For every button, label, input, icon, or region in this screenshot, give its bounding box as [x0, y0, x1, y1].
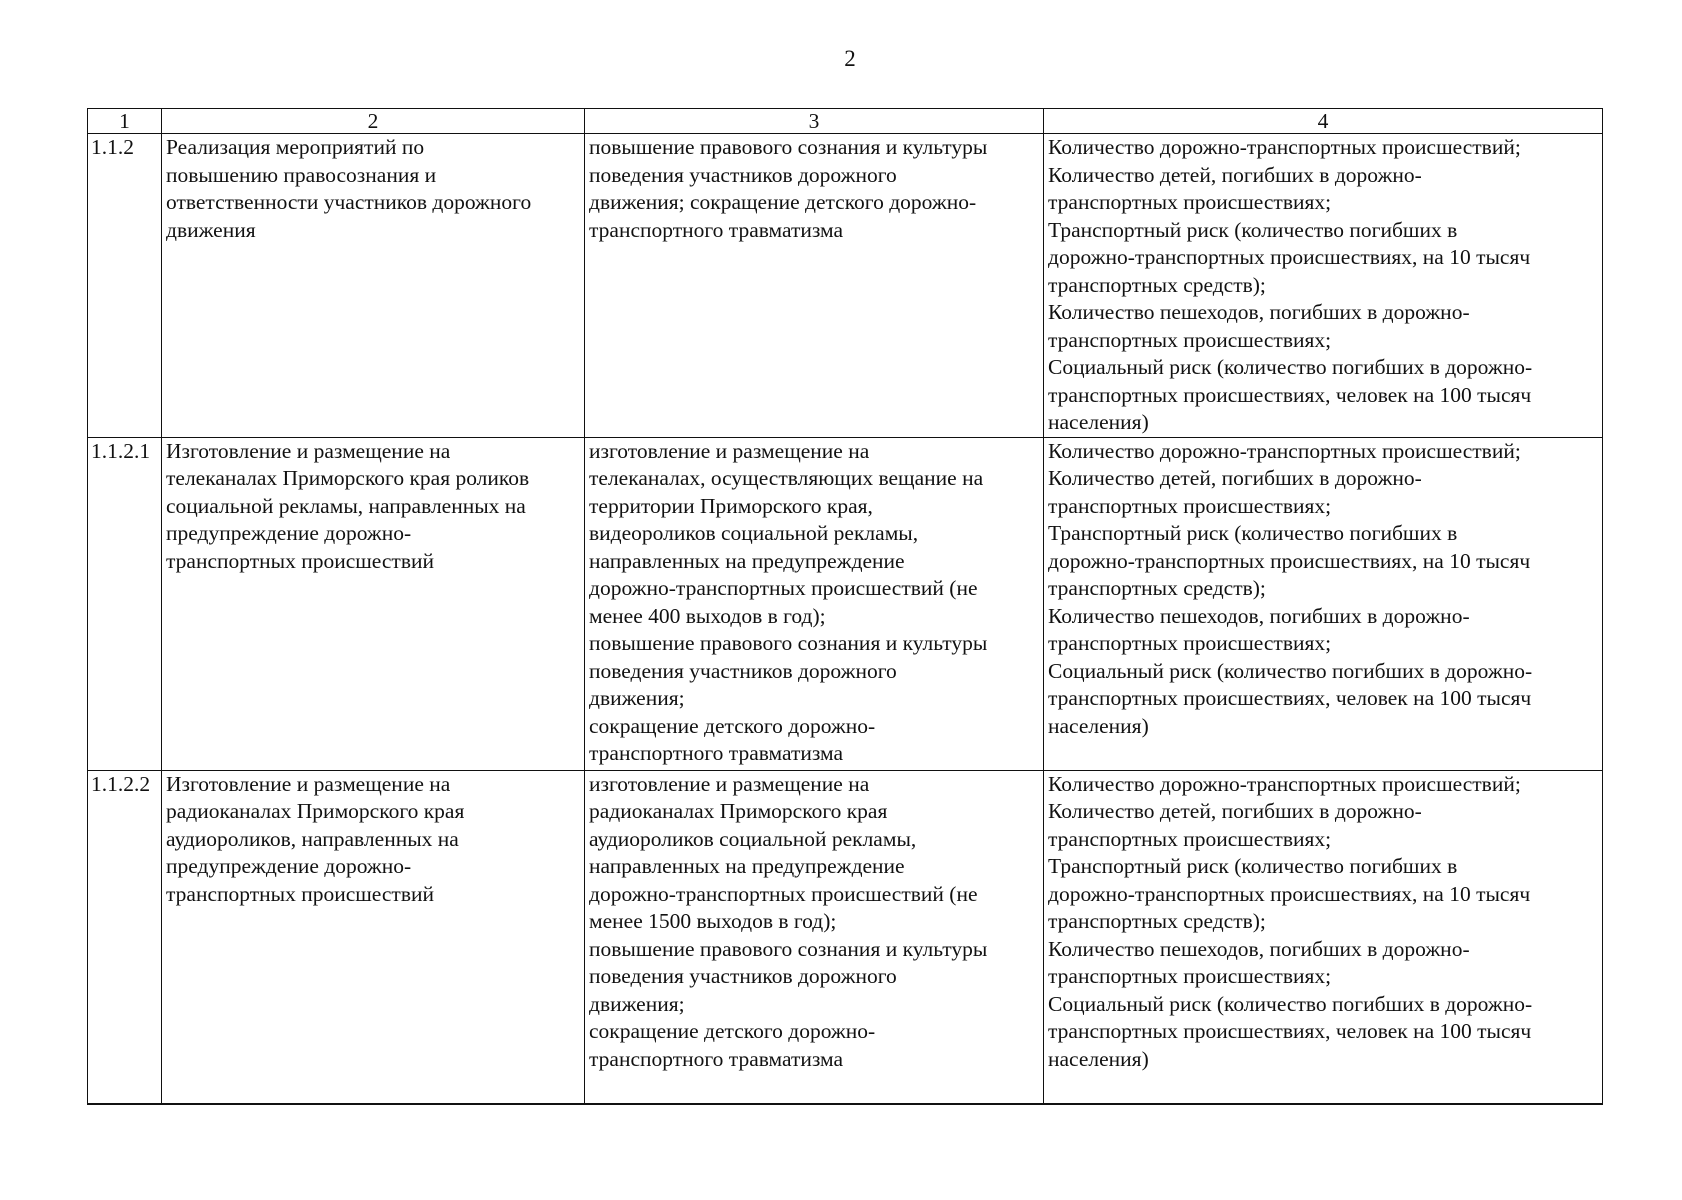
cell-line: движения; — [589, 686, 685, 710]
cell-line: Социальный риск (количество погибших в дорожно- — [1048, 991, 1533, 1016]
cell-line: повышение правового сознания и культуры — [589, 936, 988, 961]
cell-line: направленных на предупреждение — [589, 548, 905, 573]
cell-line: поведения участников дорожного — [589, 964, 897, 988]
cell-line: социальной рекламы, направленных на — [166, 493, 526, 518]
cell-line: транспортных средств); — [1048, 576, 1266, 600]
cell-line: дорожно-транспортных происшествий (не — [589, 881, 978, 906]
cell-line: изготовление и размещение на — [589, 438, 870, 463]
cell-line: повышение правового сознания и культуры — [589, 631, 988, 655]
cell-line: транспортных происшествиях; — [1048, 826, 1332, 851]
row-number: 1.1.2.2 — [88, 770, 162, 1104]
cell-line: дорожно-транспортных происшествиях, на 10 тысяч — [1048, 245, 1531, 269]
column-header-4: 4 — [1044, 109, 1603, 134]
cell-line: транспортных происшествий — [166, 548, 434, 573]
indicators-cell — [1044, 134, 1603, 438]
cell-line: транспортных происшествиях; — [1048, 190, 1332, 214]
measures-table — [87, 108, 1603, 1105]
cell-line: населения) — [1048, 1046, 1149, 1071]
cell-line: Транспортный риск (количество погибших в — [1048, 217, 1458, 242]
cell-line: изготовление и размещение на — [589, 771, 870, 796]
cell-line: транспортных происшествиях, человек на 100 тысяч — [1048, 1019, 1532, 1043]
cell-line: повышение правового сознания и культуры — [589, 135, 988, 159]
cell-line: Количество пешеходов, погибших в дорожно- — [1048, 936, 1470, 961]
cell-line: радиоканалах Приморского края — [589, 799, 888, 823]
cell-line: Социальный риск (количество погибших в дорожно- — [1048, 658, 1533, 683]
expected-result-cell — [585, 437, 1044, 770]
column-header-3: 3 — [585, 109, 1044, 134]
cell-line: предупреждение дорожно- — [166, 854, 412, 878]
cell-line: Транспортный риск (количество погибших в — [1048, 854, 1458, 878]
cell-line: Транспортный риск (количество погибших в — [1048, 521, 1458, 545]
cell-line: поведения участников дорожного — [589, 162, 897, 187]
cell-line: Социальный риск (количество погибших в дорожно- — [1048, 355, 1533, 379]
row-number: 1.1.2 — [88, 134, 162, 438]
cell-line: движения; — [589, 991, 685, 1016]
cell-line: движения — [166, 217, 256, 242]
cell-line: ответственности участников дорожного — [166, 190, 532, 214]
cell-line: предупреждение дорожно- — [166, 521, 412, 545]
cell-line: транспортного травматизма — [589, 217, 844, 242]
cell-line: аудиороликов социальной рекламы, — [589, 826, 917, 851]
measure-name-cell — [162, 437, 585, 770]
cell-line: транспортных средств); — [1048, 272, 1266, 297]
cell-line: транспортных происшествиях; — [1048, 493, 1332, 518]
cell-line: транспортных происшествиях; — [1048, 631, 1332, 655]
cell-line: дорожно-транспортных происшествиях, на 10 тысяч — [1048, 548, 1531, 573]
cell-line: Изготовление и размещение на — [166, 771, 451, 796]
cell-line: поведения участников дорожного — [589, 658, 897, 683]
cell-line: населения) — [1048, 410, 1149, 434]
indicators-cell — [1044, 770, 1603, 1104]
cell-line: транспортного травматизма — [589, 741, 844, 765]
cell-line: Количество детей, погибших в дорожно- — [1048, 799, 1422, 823]
cell-line: повышению правосознания и — [166, 162, 437, 187]
cell-line: менее 400 выходов в год); — [589, 603, 826, 628]
cell-line: дорожно-транспортных происшествий (не — [589, 576, 978, 600]
cell-line: дорожно-транспортных происшествиях, на 10 тысяч — [1048, 881, 1531, 906]
cell-line: Количество пешеходов, погибших в дорожно- — [1048, 603, 1470, 628]
cell-line: Количество детей, погибших в дорожно- — [1048, 466, 1422, 490]
cell-line: территории Приморского края, — [589, 493, 873, 518]
cell-line: телеканалах Приморского края роликов — [166, 466, 530, 490]
cell-line: транспортных происшествиях, человек на 100 тысяч — [1048, 382, 1532, 407]
cell-line: направленных на предупреждение — [589, 854, 905, 878]
cell-line: Количество пешеходов, погибших в дорожно- — [1048, 300, 1470, 324]
cell-line: населения) — [1048, 713, 1149, 738]
table-row — [88, 437, 1603, 770]
expected-result-cell — [585, 134, 1044, 438]
row-number: 1.1.2.1 — [88, 437, 162, 770]
indicators-cell — [1044, 437, 1603, 770]
column-header-2: 2 — [162, 109, 585, 134]
cell-line: аудиороликов, направленных на — [166, 826, 459, 851]
cell-line: Количество дорожно-транспортных происшествий; — [1048, 135, 1521, 159]
cell-line: движения; сокращение детского дорожно- — [589, 190, 977, 214]
cell-line: сокращение детского дорожно- — [589, 1019, 876, 1043]
cell-line: видеороликов социальной рекламы, — [589, 521, 919, 545]
cell-line: менее 1500 выходов в год); — [589, 909, 837, 933]
table-row — [88, 770, 1603, 1104]
cell-line: Количество дорожно-транспортных происшествий; — [1048, 438, 1521, 463]
cell-line: Изготовление и размещение на — [166, 438, 451, 463]
cell-line: транспортных происшествиях; — [1048, 327, 1332, 352]
table-row — [88, 134, 1603, 438]
cell-line: Количество дорожно-транспортных происшествий; — [1048, 771, 1521, 796]
measure-name-cell — [162, 134, 585, 438]
page-number: 2 — [844, 46, 856, 71]
cell-line: транспортных происшествиях; — [1048, 964, 1332, 988]
table-header-row — [88, 109, 1603, 134]
cell-line: радиоканалах Приморского края — [166, 799, 465, 823]
measure-name-cell — [162, 770, 585, 1104]
cell-line: транспортного травматизма — [589, 1046, 844, 1071]
expected-result-cell — [585, 770, 1044, 1104]
cell-line: сокращение детского дорожно- — [589, 713, 876, 738]
cell-line: транспортных средств); — [1048, 909, 1266, 933]
cell-line: телеканалах, осуществляющих вещание на — [589, 466, 984, 490]
cell-line: транспортных происшествиях, человек на 100 тысяч — [1048, 686, 1532, 710]
cell-line: Реализация мероприятий по — [166, 135, 425, 159]
cell-line: Количество детей, погибших в дорожно- — [1048, 162, 1422, 187]
cell-line: транспортных происшествий — [166, 881, 434, 906]
column-header-1: 1 — [88, 109, 162, 134]
